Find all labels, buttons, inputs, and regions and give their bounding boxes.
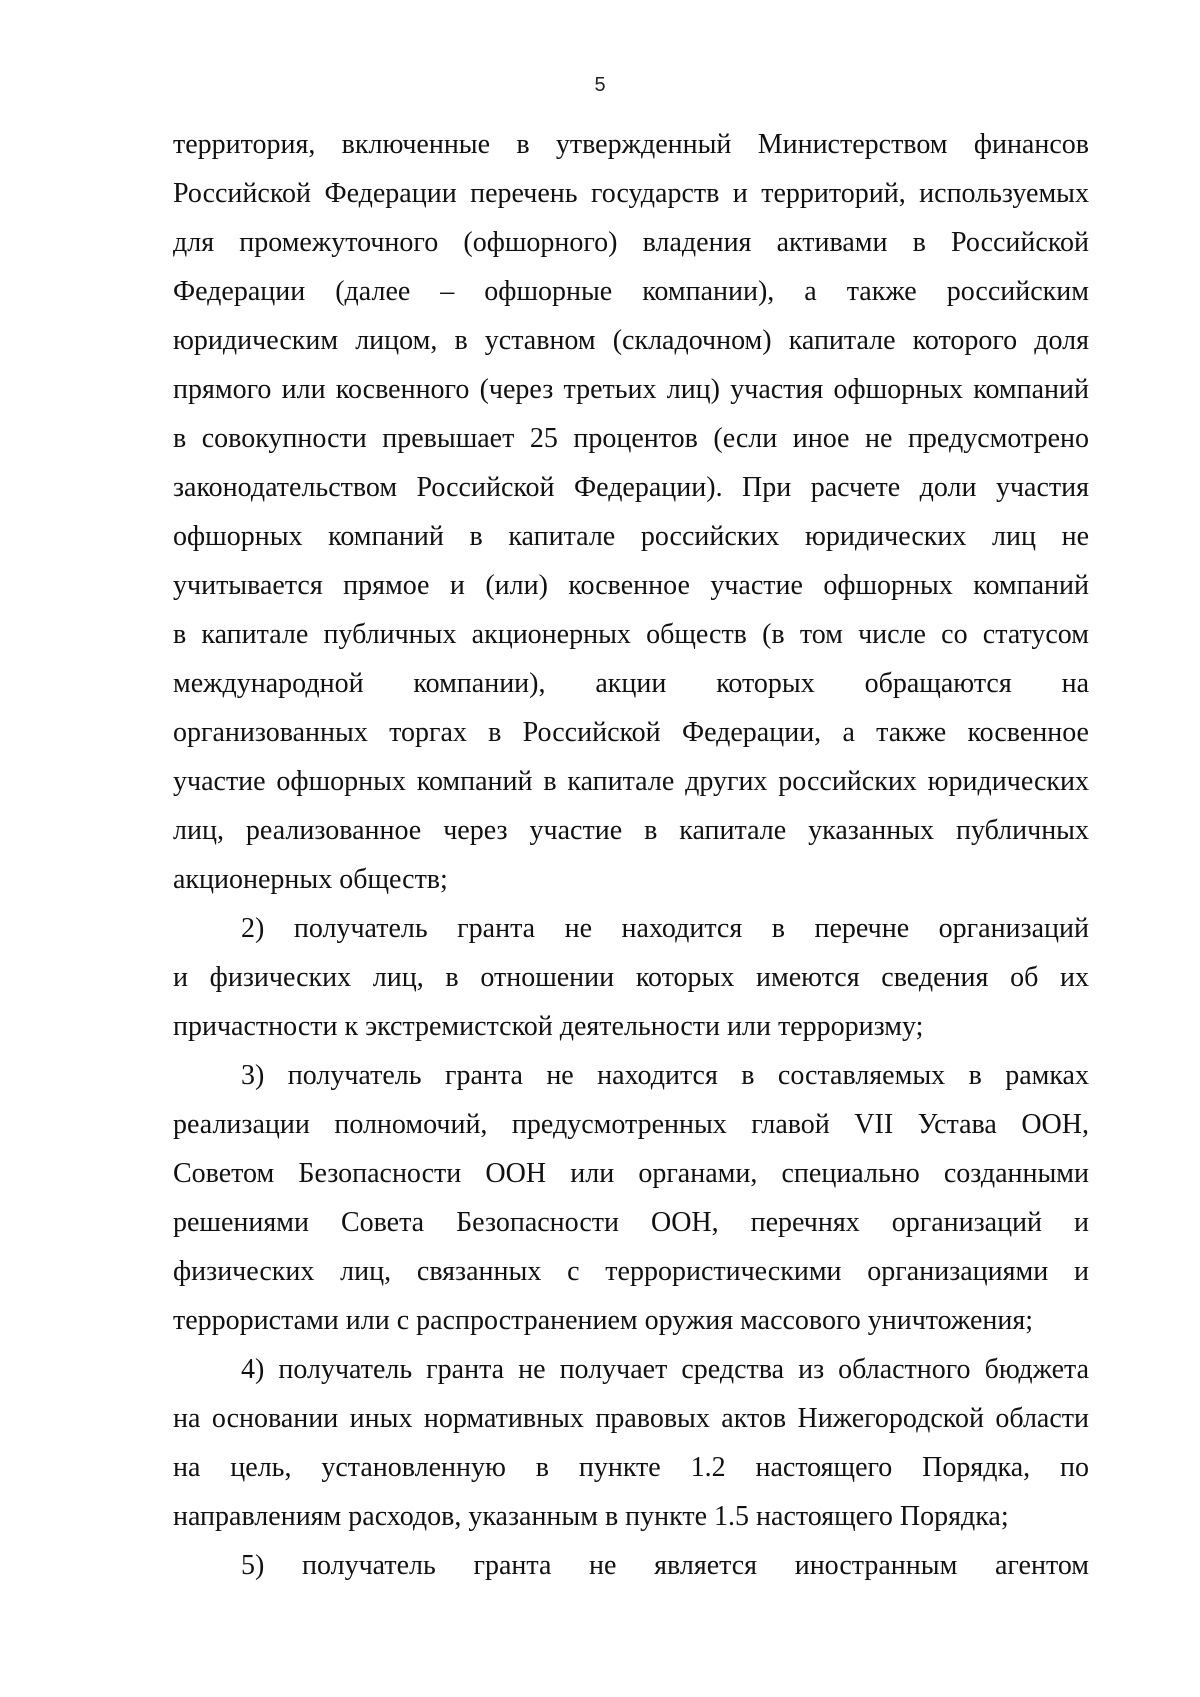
text-line: Российской Федерации перечень государств и территорий, используемых (173, 178, 1089, 209)
paragraph (173, 1541, 1089, 1590)
text-line: 5) получатель гранта не является иностранным агентом (241, 1550, 1089, 1581)
text-line: 2) получатель гранта не находится в перечне организаций (241, 913, 1089, 944)
text-line: на основании иных нормативных правовых актов Нижегородской области (173, 1403, 1089, 1434)
text-line: на цель, установленную в пункте 1.2 настоящего Порядка, по (173, 1452, 1089, 1483)
text-line: Федерации (далее – офшорные компании), а также российским (173, 276, 1089, 307)
text-line: 3) получатель гранта не находится в составляемых в рамках (241, 1060, 1089, 1091)
paragraph (173, 1345, 1089, 1541)
text-line: территория, включенные в утвержденный Министерством финансов (173, 129, 1089, 160)
document-body (173, 120, 1089, 1590)
page-number: 5 (594, 74, 606, 96)
text-line: акционерных обществ; (173, 864, 448, 895)
text-line: законодательством Российской Федерации). При расчете доли участия (173, 472, 1089, 503)
text-line: физических лиц, связанных с террористическими организациями и (173, 1256, 1089, 1287)
text-line: организованных торгах в Российской Федерации, а также косвенное (173, 717, 1089, 748)
text-line: террористами или с распространением оружия массового уничтожения; (173, 1305, 1034, 1336)
text-line: прямого или косвенного (через третьих лиц) участия офшорных компаний (173, 374, 1089, 405)
text-line: решениями Совета Безопасности ООН, перечнях организаций и (173, 1207, 1089, 1238)
text-line: юридическим лицом, в уставном (складочном) капитале которого доля (173, 325, 1089, 356)
text-line: участие офшорных компаний в капитале других российских юридических (173, 766, 1089, 797)
text-line: лиц, реализованное через участие в капитале указанных публичных (173, 815, 1089, 846)
text-line: Советом Безопасности ООН или органами, специально созданными (173, 1158, 1089, 1189)
paragraph (173, 120, 1089, 904)
text-line: 4) получатель гранта не получает средства из областного бюджета (241, 1354, 1089, 1385)
paragraph (173, 1051, 1089, 1345)
text-line: причастности к экстремистской деятельности или терроризму; (173, 1011, 924, 1042)
text-line: для промежуточного (офшорного) владения активами в Российской (173, 227, 1089, 258)
text-line: офшорных компаний в капитале российских юридических лиц не (173, 521, 1089, 552)
text-line: в капитале публичных акционерных обществ (в том числе со статусом (173, 619, 1089, 650)
text-line: реализации полномочий, предусмотренных главой VII Устава ООН, (173, 1109, 1089, 1140)
text-line: в совокупности превышает 25 процентов (если иное не предусмотрено (173, 423, 1089, 454)
text-line: международной компании), акции которых обращаются на (173, 668, 1089, 699)
paragraph (173, 904, 1089, 1051)
text-line: и физических лиц, в отношении которых имеются сведения об их (173, 962, 1089, 993)
text-line: направлениям расходов, указанным в пункте 1.5 настоящего Порядка; (173, 1501, 1009, 1532)
text-line: учитывается прямое и (или) косвенное участие офшорных компаний (173, 570, 1089, 601)
